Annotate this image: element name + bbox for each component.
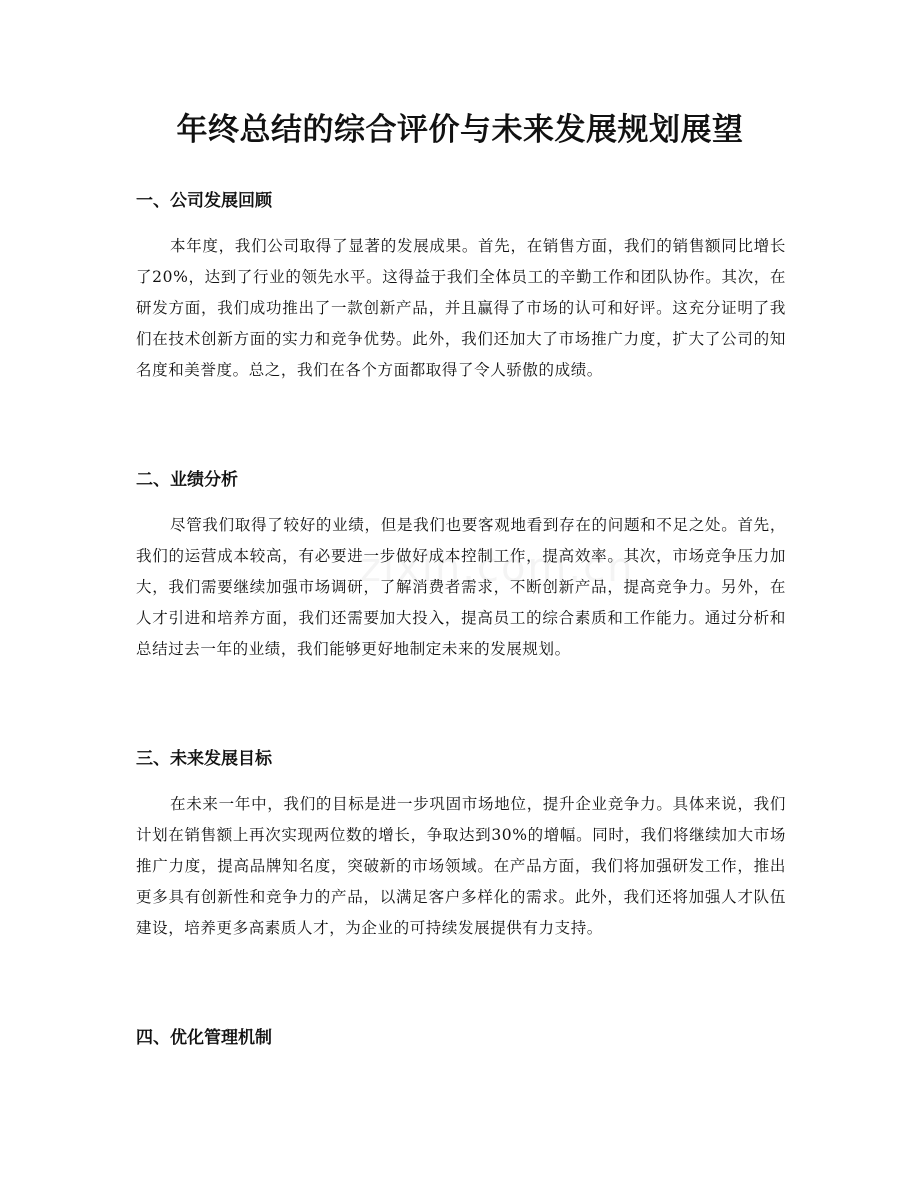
section-heading: 四、优化管理机制 <box>136 1028 272 1048</box>
section-future-goals <box>136 746 786 944</box>
section-paragraph: 尽管我们取得了较好的业绩，但是我们也要客观地看到存在的问题和不足之处。首先，我们的运营成本较高，有必要进一步做好成本控制工作，提高效率。其次，市场竞争压力加大，我们需要继续加强市场调研，了解消费者需求，不断创新产品，提高竞争力。另外，在人才引进和培养方面，我们还需要加大投入，提高员工的综合素质和工作能力。通过分析和总结过去一年的业绩，我们能够更好地制定未来的发展规划。 <box>136 516 786 658</box>
section-heading: 二、业绩分析 <box>136 470 238 490</box>
section-management-optimization <box>136 1025 786 1051</box>
section-paragraph: 在未来一年中，我们的目标是进一步巩固市场地位，提升企业竞争力。具体来说，我们计划在销售额上再次实现两位数的增长，争取达到30%的增幅。同时，我们将继续加大市场推广力度，提高品牌知名度，突破新的市场领域。在产品方面，我们将加强研发工作，推出更多具有创新性和竞争力的产品，以满足客户多样化的需求。此外，我们还将加强人才队伍建设，培养更多高素质人才，为企业的可持续发展提供有力支持。 <box>136 795 786 937</box>
section-heading: 一、公司发展回顾 <box>136 191 272 211</box>
section-company-review <box>136 188 786 386</box>
document-title: 年终总结的综合评价与未来发展规划展望 <box>176 112 744 148</box>
section-performance-analysis <box>136 467 786 665</box>
section-heading: 三、未来发展目标 <box>136 749 272 769</box>
section-paragraph: 本年度，我们公司取得了显著的发展成果。首先，在销售方面，我们的销售额同比增长了20%，达到了行业的领先水平。这得益于我们全体员工的辛勤工作和团队协作。其次，在研发方面，我们成功推出了一款创新产品，并且赢得了市场的认可和好评。这充分证明了我们在技术创新方面的实力和竞争优势。此外，我们还加大了市场推广力度，扩大了公司的知名度和美誉度。总之，我们在各个方面都取得了令人骄傲的成绩。 <box>136 237 786 379</box>
